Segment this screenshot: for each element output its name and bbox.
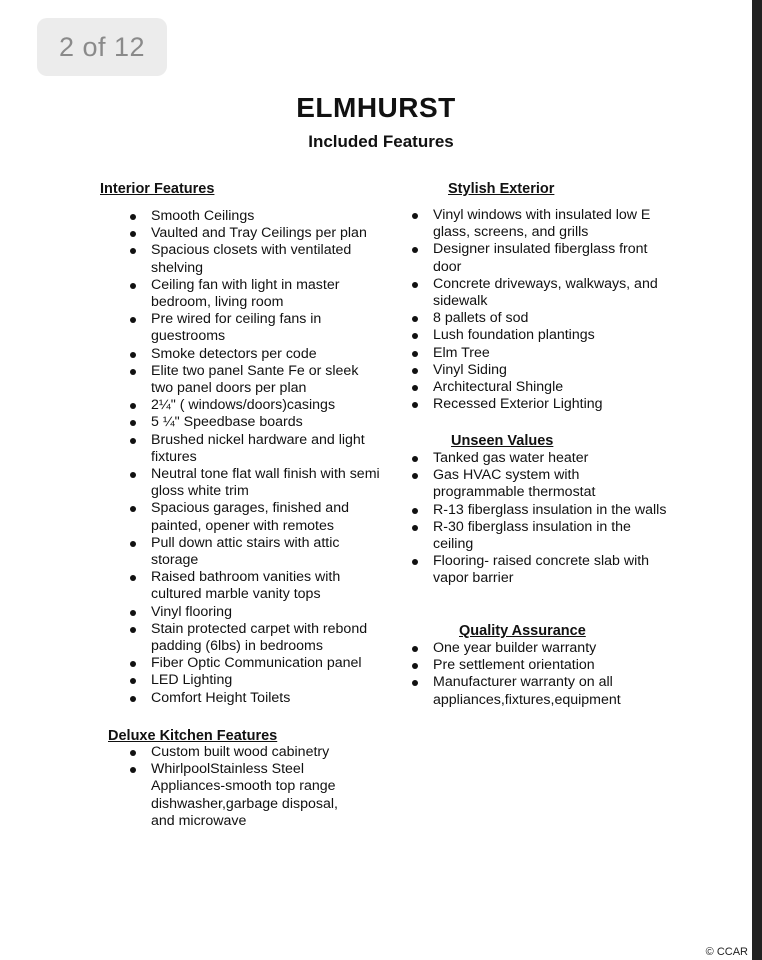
feature-list-item: R-13 fiberglass insulation in the walls [409,502,671,519]
feature-list-item: Vinyl windows with insulated low E glass, screens, and grills [409,207,671,241]
feature-list-item: Elm Tree [409,345,671,362]
feature-list-item: Custom built wood cabinetry [127,744,362,761]
feature-list-item: Pull down attic stairs with attic storage [127,535,382,569]
feature-list-item: Fiber Optic Communication panel [127,655,382,672]
feature-list-item: Architectural Shingle [409,379,671,396]
page-counter-badge: 2 of 12 [37,18,167,76]
feature-list-item: Comfort Height Toilets [127,690,382,707]
feature-list-item: 8 pallets of sod [409,310,671,327]
feature-list-item: WhirlpoolStainless Steel Appliances-smooth top range dishwasher,garbage disposal, and microwave [127,761,362,830]
feature-list-item: 2¼" ( windows/doors)casings [127,397,382,414]
feature-list-item: 5 ¼" Speedbase boards [127,414,382,431]
feature-list-item: R-30 fiberglass insulation in the ceiling [409,519,671,553]
feature-list-item: Flooring- raised concrete slab with vapor barrier [409,553,671,587]
feature-list-item: Spacious closets with ventilated shelving [127,242,382,276]
feature-list-item: Lush foundation plantings [409,327,671,344]
feature-list-item: Pre wired for ceiling fans in guestrooms [127,311,382,345]
feature-list-item: Smoke detectors per code [127,346,382,363]
unseen-values-list [409,450,671,588]
feature-list-item: Smooth Ceilings [127,208,382,225]
stylish-exterior-list [409,207,671,413]
feature-list-item: LED Lighting [127,672,382,689]
interior-features-list [127,208,382,707]
kitchen-features-heading: Deluxe Kitchen Features [108,728,278,744]
feature-list-item: Vinyl flooring [127,604,382,621]
feature-list-item: Gas HVAC system with programmable thermostat [409,467,671,501]
copyright-text: © CCAR [705,946,748,958]
feature-list-item: Recessed Exterior Lighting [409,396,671,413]
feature-list-item: Neutral tone flat wall finish with semi gloss white trim [127,466,382,500]
feature-list-item: Elite two panel Sante Fe or sleek two panel doors per plan [127,363,382,397]
feature-list-item: Pre settlement orientation [409,657,671,674]
quality-assurance-list [409,640,671,709]
feature-list-item: Stain protected carpet with rebond padding (6lbs) in bedrooms [127,621,382,655]
feature-list-item: Raised bathroom vanities with cultured marble vanity tops [127,569,382,603]
feature-list-item: Brushed nickel hardware and light fixtures [127,432,382,466]
stylish-exterior-heading: Stylish Exterior [448,181,555,197]
kitchen-features-list [127,744,362,830]
page-subtitle: Included Features [308,132,454,151]
viewer-edge [752,0,762,960]
interior-features-heading: Interior Features [100,181,215,197]
feature-list-item: One year builder warranty [409,640,671,657]
feature-list-item: Vaulted and Tray Ceilings per plan [127,225,382,242]
feature-list-item: Ceiling fan with light in master bedroom, living room [127,277,382,311]
feature-list-item: Spacious garages, finished and painted, opener with remotes [127,500,382,534]
page-title: ELMHURST [296,92,456,123]
feature-list-item: Vinyl Siding [409,362,671,379]
feature-list-item: Designer insulated fiberglass front door [409,241,671,275]
feature-list-item: Concrete driveways, walkways, and sidewalk [409,276,671,310]
unseen-values-heading: Unseen Values [451,433,554,449]
feature-list-item: Tanked gas water heater [409,450,671,467]
quality-assurance-heading: Quality Assurance [459,623,586,639]
feature-list-item: Manufacturer warranty on all appliances,fixtures,equipment [409,674,671,708]
